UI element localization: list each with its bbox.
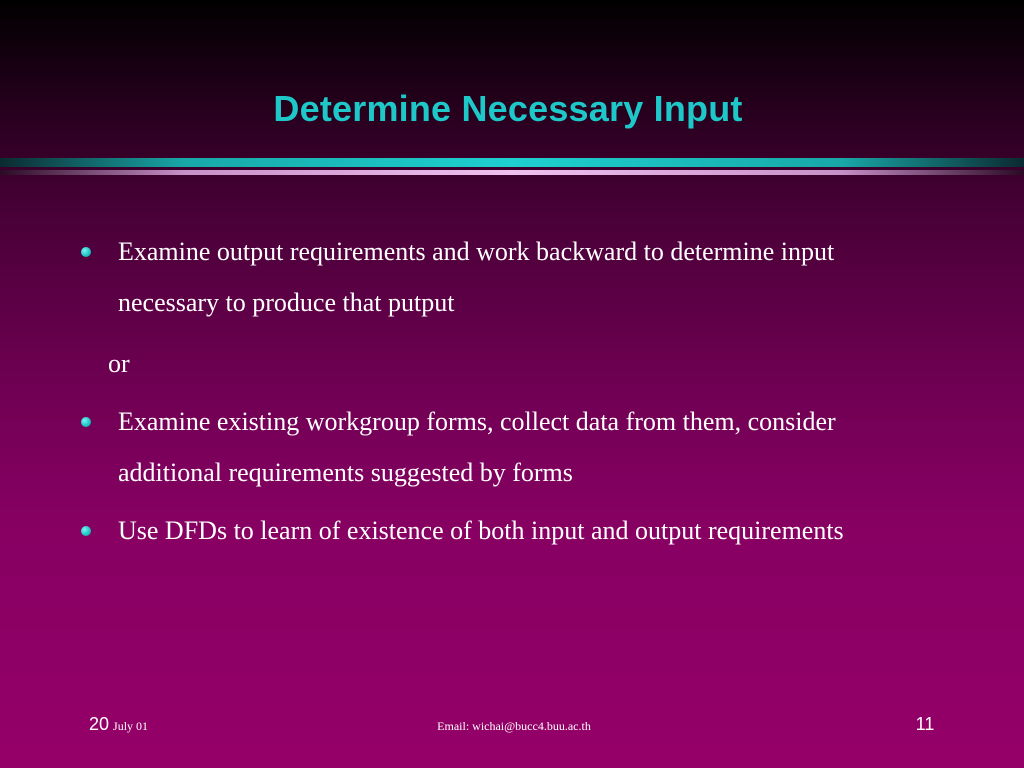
footer-date-day: 20 — [89, 714, 110, 734]
bullet-dot-icon — [81, 247, 91, 257]
footer-date-month: July 01 — [113, 719, 149, 733]
slide-title: Determine Necessary Input — [273, 88, 743, 129]
bullet-text: Examine existing workgroup forms, collect data from them, consider additional requirements suggested by forms — [118, 407, 836, 487]
footer-email: Email: wichai@bucc4.buu.ac.th — [437, 719, 591, 733]
page-number: 11 — [915, 714, 935, 734]
bullet-text: Use DFDs to learn of existence of both input and output requirements — [118, 516, 844, 545]
bullet-text: Examine output requirements and work backward to determine input necessary to produce that putput — [118, 237, 835, 317]
separator-text: or — [108, 349, 130, 378]
bullet-dot-icon — [81, 417, 91, 427]
bullet-dot-icon — [81, 526, 91, 536]
